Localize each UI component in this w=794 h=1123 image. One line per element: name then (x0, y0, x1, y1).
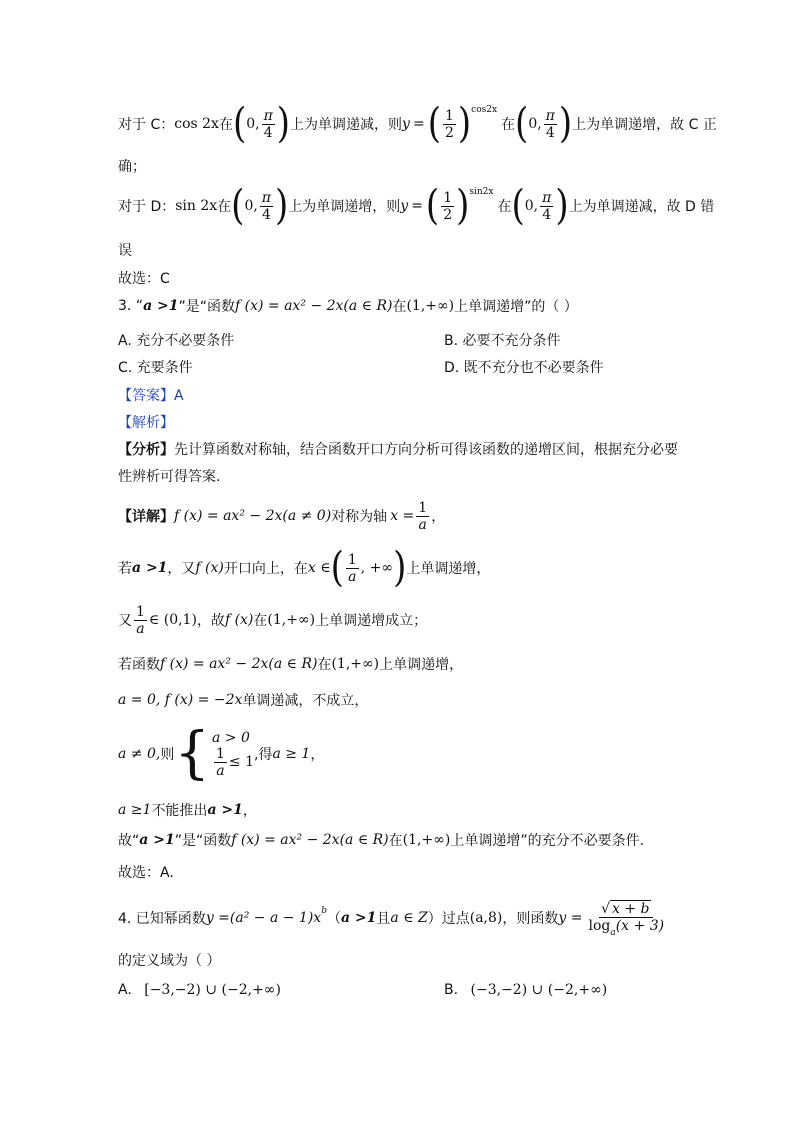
answer-prev: 故选：C (118, 271, 170, 287)
q3-final: 故选：A. (118, 865, 174, 881)
d2-d: 上单调递增， (406, 561, 491, 577)
q3-stem-c: 在 (392, 299, 407, 315)
paren-open-icon: ( (330, 544, 344, 592)
q4-opt-b-label: B. (444, 982, 459, 998)
d3-b: ，故 (196, 613, 225, 629)
paren-open-icon: ( (425, 182, 440, 230)
q3-stem-d: 上单调递增”的（ ） (454, 299, 578, 315)
line-d (118, 182, 715, 230)
d8-int: (1,+∞) (402, 832, 451, 848)
q3-stem (118, 296, 578, 316)
c-half: $\frac{1}{2}$ (444, 107, 454, 141)
d-zero: 0, (244, 198, 258, 214)
q3-interval: (1,+∞) (406, 298, 455, 314)
d3-c: 在 (253, 613, 268, 629)
d4-int: (1,+∞) (331, 656, 380, 672)
q4-y2: y = (558, 910, 583, 926)
q4-cond2: a ∈ Z (390, 910, 428, 926)
q3-option-a: A. 充分不必要条件 (118, 333, 235, 349)
q4-log-arg: (x + 3) (615, 917, 665, 934)
paren-open-icon: ( (427, 100, 441, 148)
paren-close-icon: ) (456, 182, 470, 230)
d8-fx: f (x) = ax² − 2x(a ∈ R) (231, 832, 389, 848)
d3-frac: $\frac{1}{a}$ (136, 603, 145, 637)
q3-detail-3 (118, 600, 427, 640)
q4-option-a (118, 982, 281, 998)
c-at: 在 (218, 117, 233, 133)
q4-opt-a-value: [−3,−2) ∪ (−2,+∞) (144, 982, 281, 998)
d6-t2: ,得 (254, 747, 273, 763)
c-y: y (402, 116, 410, 132)
paren-close-icon: ) (558, 100, 573, 148)
q3-detail-6 (118, 720, 324, 788)
d-wrap: 误 (118, 243, 132, 259)
d6-frac: $\frac{1}{a}$ (215, 745, 225, 779)
d1-txt: 对称为轴 (331, 509, 388, 525)
q3-option-c: C. 充要条件 (118, 360, 193, 376)
q3-stem-a: 3. “ (118, 298, 144, 314)
d5-t: 单调递减，不成立， (242, 693, 369, 709)
d8-b: ”是“函数 (174, 833, 232, 849)
d1-x: x = (390, 508, 415, 524)
q4-opt-b-value: (−3,−2) ∪ (−2,+∞) (470, 982, 608, 998)
c-zero: 0, (246, 116, 260, 132)
d6-end: ， (310, 747, 325, 763)
d4-fx: f (x) = ax² − 2x(a ∈ R) (160, 656, 318, 672)
paren-open-icon: ( (511, 182, 525, 230)
d2-c: 开口向上，在 (223, 561, 308, 577)
d6-le: ≤ 1 (228, 754, 254, 770)
d-eq: = (411, 198, 423, 214)
q3-detail-7 (118, 800, 257, 820)
paren-close-icon: ) (555, 182, 569, 230)
d3-in: ∈ (0,1) (148, 612, 197, 628)
d-sin2x: sin 2x (175, 198, 218, 214)
d6-t: 则 (160, 747, 175, 763)
q4-log-base: a (610, 927, 616, 938)
q4-num: x + b (611, 900, 650, 917)
c-cos2x: cos 2x (174, 116, 219, 132)
d2-inf: , +∞ (360, 560, 394, 576)
c-eq: = (412, 116, 425, 132)
c-wrap: 确； (118, 159, 146, 175)
q4-frac (586, 901, 666, 936)
c-inc-end: 上为单调递增，故 C 正 (572, 117, 717, 133)
q4-pt: (a,8) (469, 910, 503, 926)
d8-m: a >1 (139, 832, 175, 848)
paren-close-icon: ) (276, 100, 291, 148)
d7-end: ， (242, 803, 257, 819)
fenxi-tag: 【分析】 (118, 442, 174, 458)
q3-detail-5 (118, 690, 368, 710)
q3-jiexi-tag: 【解析】 (118, 415, 174, 431)
q3-answer-tag: 【答案】A (118, 388, 184, 404)
c-pi-over-4: $\frac{\pi}{4}$ (263, 107, 273, 141)
sqrt-icon: √ (601, 900, 610, 917)
q4-p3: ）过点 (427, 911, 470, 927)
d6-r1: a > 0 (211, 729, 250, 746)
d2-f: f (x) (195, 560, 224, 576)
d1-frac: $\frac{1}{a}$ (418, 499, 428, 533)
c-zero2: 0, (528, 116, 542, 132)
q3-fenxi-2: 性辨析可得答案. (118, 469, 221, 485)
c-prefix: 对于 C： (118, 117, 175, 133)
brace-icon: { (174, 721, 210, 786)
paren-open-icon: ( (231, 182, 245, 230)
d1-comma: ， (431, 509, 446, 525)
paren-open-icon: ( (232, 100, 247, 148)
q3-fenxi (118, 439, 678, 459)
q4-cond: a >1 (340, 910, 377, 926)
detail-tag: 【详解】 (118, 509, 174, 525)
d8-a: 故“ (118, 833, 140, 849)
d3-d: 上单调递增成立； (315, 613, 428, 629)
d-y: y (400, 198, 409, 214)
q3-detail-2 (118, 544, 491, 592)
d8-d: 上单调递增”的充分不必要条件. (450, 833, 645, 849)
c-dec: 上为单调递减，则 (290, 117, 403, 133)
d2-x: x ∈ (307, 560, 331, 576)
d-at: 在 (217, 199, 232, 215)
d2-frac: $\frac{1}{a}$ (347, 551, 357, 585)
d1-fx: f (x) = ax² − 2x(a ≠ 0) (174, 508, 332, 524)
d-pi-over-4-b: $\frac{\pi}{4}$ (542, 189, 552, 223)
d5-m: a = 0, f (x) = −2x (118, 692, 243, 708)
q4-stem-2: 的定义域为（ ） (118, 953, 221, 969)
d3-f: f (x) (224, 612, 254, 628)
d6-m: a ≠ 0, (118, 746, 161, 762)
d6-system (212, 730, 254, 779)
q4-stem (118, 896, 668, 940)
q4-base: (a² − a − 1)x (229, 910, 322, 926)
d2-a: 若 (118, 561, 132, 577)
q4-p2: 且 (376, 911, 391, 927)
paren-close-icon: ) (457, 100, 472, 148)
d-inc: 上为单调递增，则 (288, 199, 401, 215)
d4-c: 上单调递增， (379, 657, 464, 673)
q3-detail-1 (118, 496, 445, 536)
d7-m: a ≥1 (118, 802, 152, 818)
q4-y: y = (205, 910, 230, 926)
c-pi-over-4-b: $\frac{\pi}{4}$ (545, 107, 555, 141)
c-exp: cos2x (471, 105, 498, 115)
q4-b-exp: b (321, 906, 327, 916)
q4-log: log (588, 917, 611, 934)
q3-stem-b: ”是“函数 (178, 299, 235, 315)
d3-a: 又 (118, 613, 132, 629)
d-zero2: 0, (524, 198, 539, 214)
q4-option-b (444, 982, 607, 998)
q3-fx: f (x) = ax² − 2x(a ∈ R) (235, 298, 393, 314)
q4-p4: ，则函数 (502, 911, 559, 927)
paren-open-icon: ( (515, 100, 529, 148)
d-at2: 在 (497, 199, 512, 215)
d2-agt: a >1 (132, 560, 168, 576)
d4-b: 在 (317, 657, 332, 673)
d-dec-end: 上为单调递减，故 D 错 (568, 199, 715, 215)
q4-p1: （ (326, 911, 341, 927)
c-at2: 在 (501, 117, 516, 133)
q3-option-d: D. 既不充分也不必要条件 (444, 360, 604, 376)
paren-close-icon: ) (275, 182, 289, 230)
q4-a: 4. 已知幂函数 (118, 911, 206, 927)
q3-option-b: B. 必要不充分条件 (444, 333, 561, 349)
d7-m2: a >1 (207, 802, 243, 818)
q4-opt-a-label: A. (118, 982, 132, 998)
d6-res: a ≥ 1 (272, 746, 311, 762)
d-pi-over-4: $\frac{\pi}{4}$ (261, 189, 271, 223)
d2-b: ，又 (167, 561, 196, 577)
q3-a-gt: a >1 (143, 298, 179, 314)
d8-c: 在 (388, 833, 403, 849)
line-c (118, 100, 717, 148)
d4-a: 若函数 (118, 657, 160, 673)
d-prefix: 对于 D： (118, 199, 176, 215)
q3-detail-8 (118, 830, 644, 850)
d-half: $\frac{1}{2}$ (443, 189, 453, 223)
fenxi-1: 先计算函数对称轴，结合函数开口方向分析可得该函数的递增区间，根据充分必要 (174, 442, 678, 458)
q3-detail-4 (118, 654, 463, 674)
d-exp: sin2x (469, 187, 494, 197)
d7-t: 不能推出 (151, 803, 208, 819)
paren-close-icon: ) (393, 544, 407, 592)
d3-int: (1,+∞) (267, 612, 316, 628)
